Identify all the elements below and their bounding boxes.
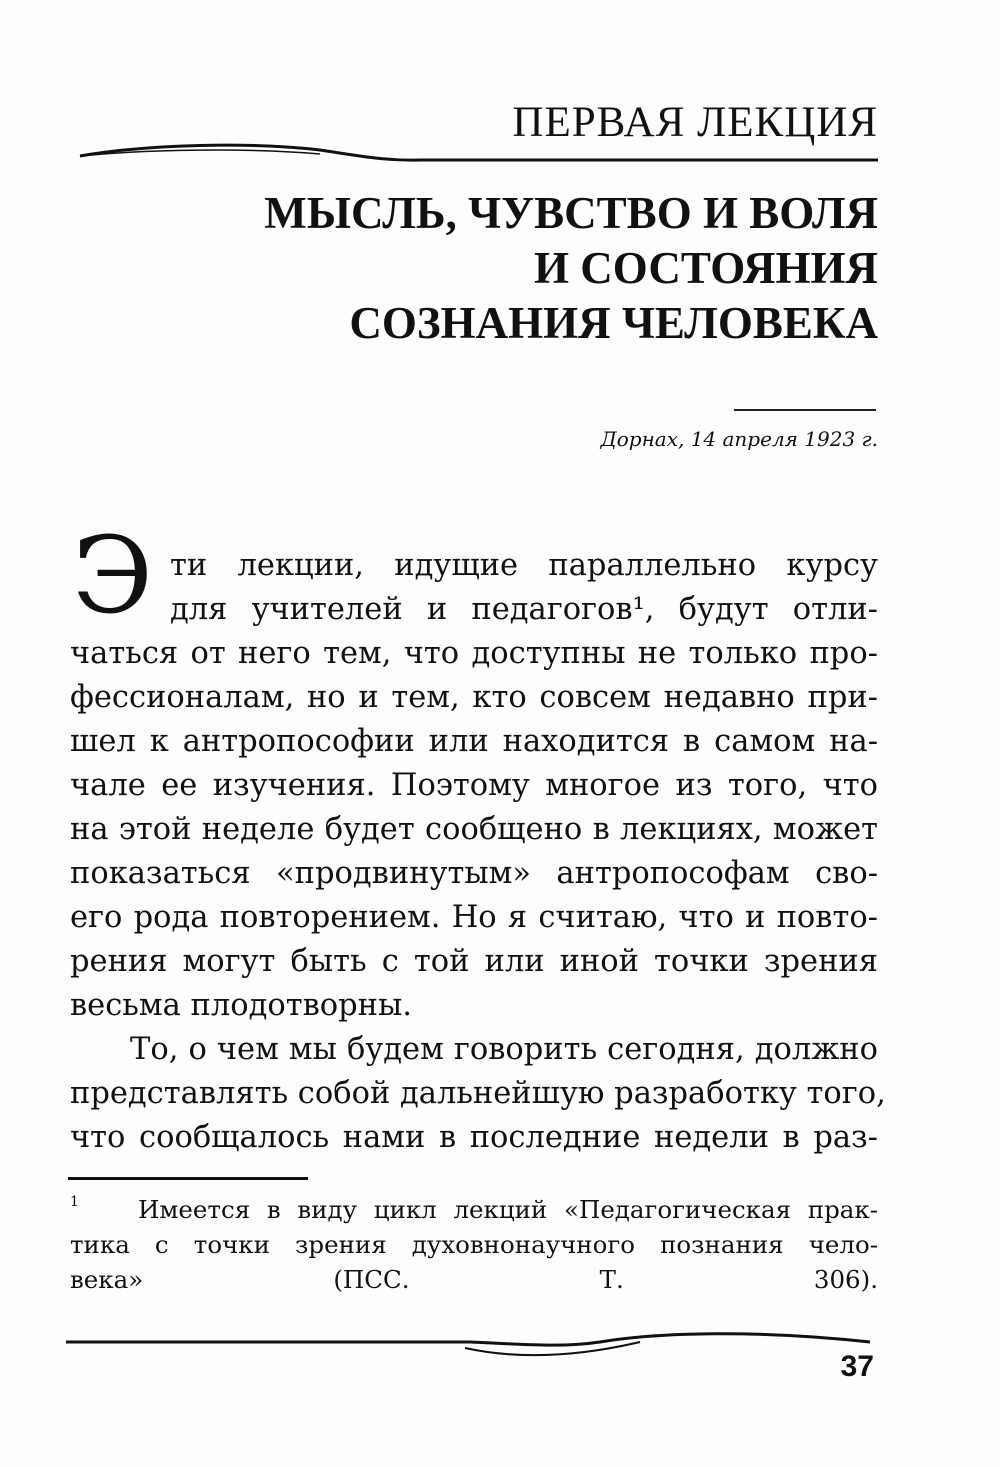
text-line: ти лекции, идущие параллельно курсу <box>170 548 878 583</box>
footnote <box>70 1192 878 1297</box>
text-line: показаться «продвинутым» антропософам сво- <box>70 856 878 891</box>
footnote-number: 1 <box>70 1194 79 1210</box>
text-line: на этой неделе будет сообщено в лекциях, может <box>70 812 878 847</box>
page-title <box>264 186 878 351</box>
text-line: То, о чем мы будем говорить сегодня, должно <box>130 1032 878 1067</box>
header-swoosh-rule <box>80 145 878 160</box>
text-line: для учителей и педагогов¹, будут отли- <box>170 592 878 627</box>
paragraph-1-dropcap-lines <box>170 544 878 632</box>
text-line: шел к антропософии или находится в самом на- <box>70 724 878 759</box>
footnote-line: века» (ПСС. Т. 306). <box>70 1265 878 1294</box>
text-line: его рода повторением. Но я считаю, что и повто- <box>70 900 878 935</box>
text-line: фессионалам, но и тем, кто совсем недавно при- <box>70 680 878 715</box>
footnote-line: Имеется в виду цикл лекций «Педагогическая прак- <box>138 1195 878 1224</box>
footnote-rule <box>68 1177 308 1180</box>
title-line: МЫСЛЬ, ЧУВСТВО И ВОЛЯ <box>264 188 878 238</box>
page-number: 37 <box>840 1350 874 1383</box>
chapter-label: ПЕРВАЯ ЛЕКЦИЯ <box>512 99 878 146</box>
footer-swoosh-rule <box>66 1334 870 1345</box>
dateline-rule <box>734 409 876 411</box>
text-line: рения могут быть с той или иной точки зрения <box>70 944 878 979</box>
text-line: представлять собой дальнейшую разработку того, <box>70 1076 886 1111</box>
drop-cap: Э <box>72 514 154 637</box>
dateline: Дорнах, 14 апреля 1923 г. <box>600 427 878 451</box>
text-line: чале ее изучения. Поэтому многое из того, что <box>70 768 878 803</box>
footnote-line: тика с точки зрения духовнонаучного познания чело- <box>70 1230 878 1259</box>
text-line: чаться от него тем, что доступны не только про- <box>70 636 878 671</box>
title-line: СОЗНАНИЯ ЧЕЛОВЕКА <box>349 298 878 348</box>
title-line: И СОСТОЯНИЯ <box>534 243 878 293</box>
paragraph-2 <box>70 1028 886 1160</box>
text-line: весьма плодотворны. <box>70 988 412 1023</box>
text-line: что сообщалось нами в последние недели в раз- <box>70 1120 878 1155</box>
paragraph-1 <box>70 632 878 1028</box>
